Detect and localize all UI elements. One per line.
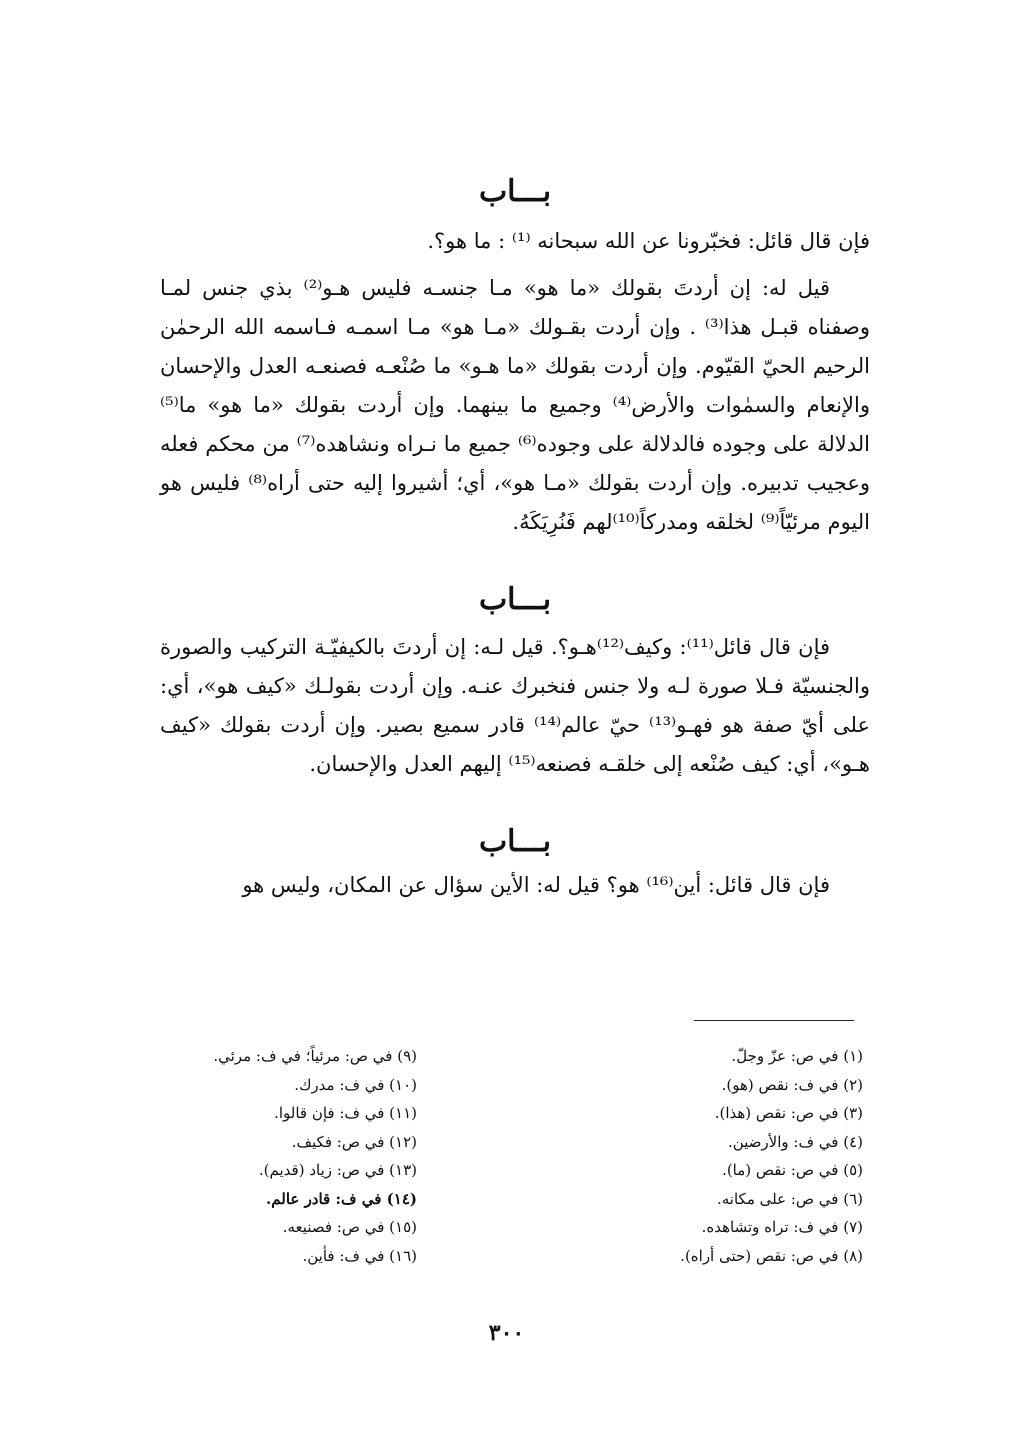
footnote: (١) في ص: عزّ وجلّ. [731,1047,863,1065]
footnote: (٢) في ف: نقص (هو). [721,1075,863,1094]
footnote: (١٥) في ص: فصنيعه. [282,1218,417,1236]
section-heading-2: بـــاب [478,582,552,617]
footnotes-right-column [603,1042,863,1270]
footnotes-left-column [157,1042,417,1270]
page-number: ٣٠٠ [488,1320,525,1346]
paragraph-answer-2: فإن قال قائل⁽¹¹⁾: وكيف⁽¹²⁾هـو؟. قيل لـه: إن أردتَ بالكيفيّـة التركيب والصورة والجنسيّة فـلا صورة لـه ولا جنس فنخبرك عنـه. وإن أردت بقولـك «كيف هو»، أي: على أيّ صفة هو فهـو⁽¹³⁾ حيّ عالم⁽¹⁴⁾ قادر سميع بصير. وإن أردت بقولك «كيف هـو»، أي: كيف صُنْعه إلى خلقـه فصنعه⁽¹⁵⁾ إليهم العدل والإحسان. [160,635,870,776]
footnote: (٧) في ف: تراه وتشاهده. [701,1218,863,1236]
footnote: (٦) في ص: على مكانه. [717,1189,863,1208]
footnote-separator [694,1020,854,1021]
footnote: (١١) في ف: فإن قالوا. [274,1104,417,1122]
footnote: (١٦) في ف: فأين. [302,1246,417,1265]
footnote: (٥) في ص: نقص (ما). [722,1161,863,1179]
paragraph-answer-1: قيل له: إن أردتَ بقولك «ما هو» مـا جنسـه فليس هـو⁽²⁾ بذي جنس لمـا وصفناه قبـل هذا⁽³⁾ . وإن أردت بقـولك «مـا هو» مـا اسمـه فـاسمه الله الرحمٰن الرحيم الحيّ القيّوم. وإن أردت بقولك «ما هـو» ما صُنْعـه فصنعـه العدل والإحسان والإنعام والسمٰوات والأرض⁽⁴⁾ وجميع ما بينهما. وإن أردت بقولك «ما هو» ما⁽⁵⁾ الدلالة على وجوده فالدلالة على وجوده⁽⁶⁾ جميع ما نـراه ونشاهده⁽⁷⁾ من محكم فعله وعجيب تدبيره. وإن أردت بقولك «مـا هو»، أي؛ أشيروا إليه حتى أراه⁽⁸⁾ فليس هو اليوم مرئيّاً⁽⁹⁾ لخلقه ومدركاً⁽¹⁰⁾لهم فَنُرِيَكَهُ. [160,276,870,534]
paragraph-question-3: فإن قال قائل: أين⁽¹⁶⁾ هو؟ قيل له: الأين سؤال عن المكان، وليس هو [242,873,830,897]
paragraph-question-1: فإن قال قائل: فخبّرونا عن الله سبحانه ⁽¹⁾ : ما هو؟. [427,229,870,253]
footnote: (١٠) في ف: مدرك. [294,1075,417,1094]
footnote: (٨) في ص: نقص (حتى أراه). [680,1246,863,1265]
main-text [160,0,870,905]
footnote: (٩) في ص: مرئياً؛ في ف: مرئي. [213,1047,417,1065]
footnote: (١٣) في ص: زياد (قديم). [258,1161,417,1179]
section-heading-1: بـــاب [478,174,552,209]
footnote: (٣) في ص: نقص (هذا). [714,1104,863,1122]
footnote: (٤) في ف: والأرضين. [727,1132,863,1151]
section-heading-3: بـــاب [478,824,552,859]
footnote: (١٤) في ف: قادر عالم. [266,1189,417,1208]
footnote: (١٢) في ص: فكيف. [291,1132,417,1151]
